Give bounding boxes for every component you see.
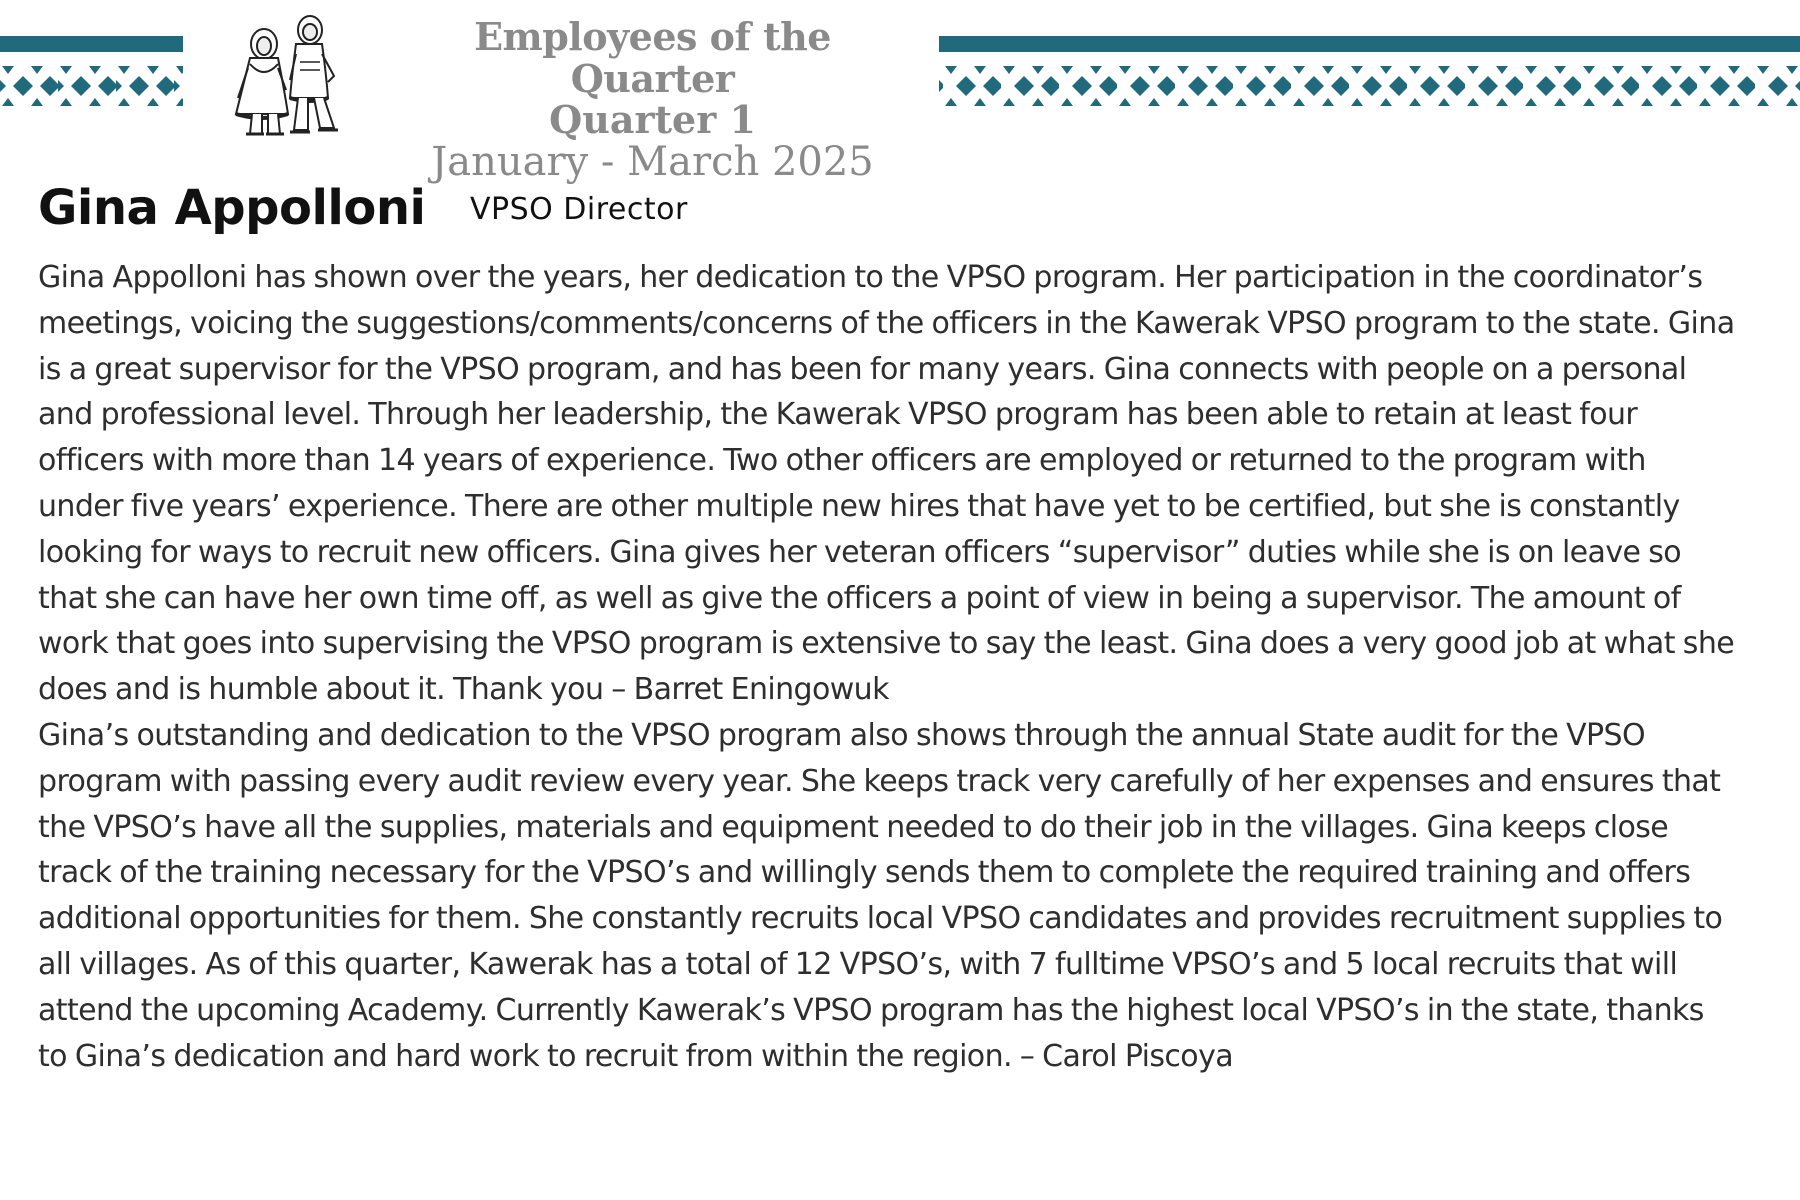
- decorative-border-right: [939, 36, 1800, 122]
- testimonial-paragraph: Gina Appolloni has shown over the years, her dedication to the VPSO program. Her participation in the coordinator’s meetings, voicing the suggestions/comments/concerns of the officers in the Kawerak VPSO program to the state. Gina is a great supervisor for the VPSO program, and has been for many years. Gina connects with people on a personal and professional level. Through her leadership, the Kawerak VPSO program has been able to retain at least four officers with more than 14 years of experience. Two other officers are employed or returned to the program with under five years’ experience. There are other multiple new hires that have yet to be certified, but she is constantly looking for ways to recruit new officers. Gina gives her veteran officers “supervisor” duties while she is on leave so that she can have her own time off, as well as give the officers a point of view in being a supervisor. The amount of work that goes into supervising the VPSO program is extensive to say the least. Gina does a very good job at what she does and is humble about it. Thank you – Barret Eningowuk: [38, 260, 1735, 708]
- decorative-border-left: [0, 36, 183, 122]
- employee-name: Gina Appolloni: [38, 180, 426, 236]
- header-dates: January - March 2025: [431, 139, 874, 185]
- parka-figures-icon: [228, 10, 342, 146]
- header-quarter: Quarter 1: [549, 97, 756, 142]
- header: [390, 16, 915, 184]
- diamond-pattern-right: [939, 36, 1800, 122]
- diamond-pattern-left: [0, 36, 183, 122]
- testimonial-body: [38, 255, 1738, 1079]
- employee-heading: [38, 180, 1738, 240]
- employee-role: VPSO Director: [470, 192, 688, 227]
- header-title: Employees of the Quarter: [474, 14, 831, 101]
- testimonial-paragraph: Gina’s outstanding and dedication to the VPSO program also shows through the annual State audit for the VPSO program with passing every audit review every year. She keeps track very carefully of her expenses and ensures that the VPSO’s have all the supplies, materials and equipment needed to do their job in the villages. Gina keeps close track of the training necessary for the VPSO’s and willingly sends them to complete the required training and offers additional opportunities for them. She constantly recruits local VPSO candidates and provides recruitment supplies to all villages. As of this quarter, Kawerak has a total of 12 VPSO’s, with 7 fulltime VPSO’s and 5 local recruits that will attend the upcoming Academy. Currently Kawerak’s VPSO program has the highest local VPSO’s in the state, thanks to Gina’s dedication and hard work to recruit from within the region. – Carol Piscoya: [38, 717, 1723, 1074]
